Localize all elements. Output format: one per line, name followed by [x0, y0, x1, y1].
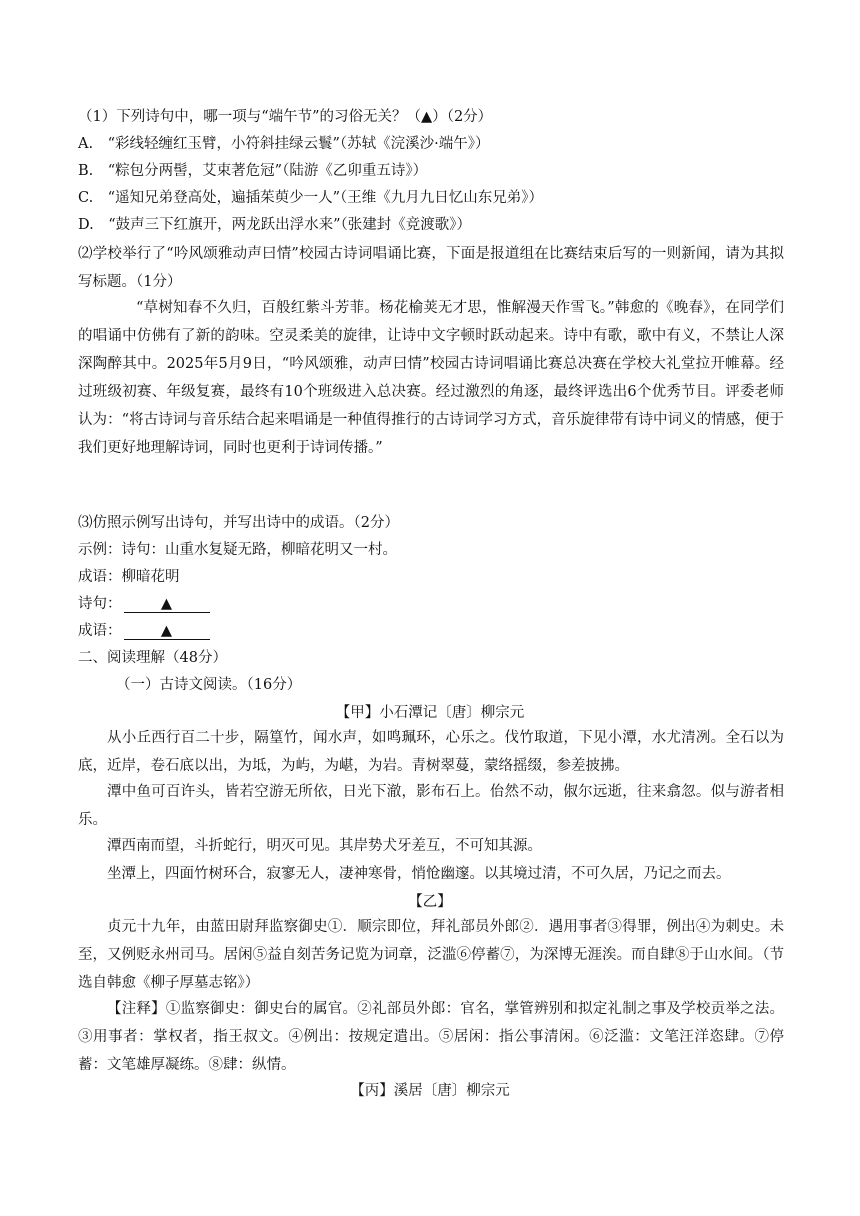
yi-paragraph: 贞元十九年，由蓝田尉拜监察御史①．顺宗即位，拜礼部员外郎②．遇用事者③得罪，例出④为刺史。未至，又例贬永州司马。居闲⑤益自刻苦务记览为词章，泛滥⑥停蓄⑦，为深博无涯涘。而自肆⑧于山水间。（节选自韩愈《柳子厚墓志铭》）	[78, 919, 784, 991]
q3-example: 示例：诗句：山重水复疑无路，柳暗花明又一村。	[78, 542, 397, 558]
jia-title: 【甲】小石潭记〔唐〕柳宗元	[335, 705, 525, 721]
q3-poem-answer-line	[78, 594, 210, 614]
section-title: 二、阅读理解（48分）	[78, 650, 227, 666]
jia-paragraph-2: 潭中鱼可百许头，皆若空游无所依，日光下澈，影布石上。佁然不动，俶尔远逝，往来翕忽。似与游者相乐。	[78, 784, 784, 828]
yi-notes: 【注释】①监察御史：御史台的属官。②礼部员外郎：官名，掌管辨别和拟定礼制之事及学校贡举之法。③用事者：掌权者，指王叔文。④例出：按规定遣出。⑤居闲：指公事清闲。⑥泛滥：文笔汪洋恣肆。⑦停蓄：文笔雄厚凝练。⑧肆：纵情。	[78, 1001, 784, 1073]
q1-option-b: B. “粽包分两髻，艾束著危冠”（陆游《乙卯重五诗》）	[78, 163, 428, 179]
q1-option-d: D. “鼓声三下红旗开，两龙跃出浮水来”（张建封《竞渡歌》）	[78, 217, 472, 233]
q1-stem: （1）下列诗句中，哪一项与“端午节”的习俗无关？（▲）（2分）	[78, 109, 493, 125]
yi-title: 【乙】	[408, 894, 452, 910]
jia-paragraph-3: 潭西南而望，斗折蛇行，明灭可见。其岸势犬牙差互，不可知其源。	[107, 838, 542, 854]
poem-answer-blank: ▲	[124, 596, 210, 613]
q3-idiom-label: 成语：	[78, 623, 122, 639]
subsection-title: （一）古诗文阅读。（16分）	[116, 677, 302, 693]
q3-example-idiom: 成语：柳暗花明	[78, 569, 180, 585]
q3-stem: ⑶仿照示例写出诗句，并写出诗中的成语。（2分）	[78, 515, 399, 531]
jia-paragraph-4: 坐潭上，四面竹树环合，寂寥无人，凄神寒骨，悄怆幽邃。以其境过清，不可久居，乃记之而去。	[107, 866, 731, 882]
q2-news-paragraph: “草树知春不久归，百般红紫斗芳菲。杨花榆荚无才思，惟解漫天作雪飞。”韩愈的《晚春》，在同学们的唱诵中仿佛有了新的韵味。空灵柔美的旋律，让诗中文字顿时跃动起来。诗中有歌，歌中有义，不禁让人深深陶醉其中。2025年5月9日，“吟风颂雅，动声曰情”校园古诗词唱诵比赛总决赛在学校大礼堂拉开帷幕。经过班级初赛、年级复赛，最终有10个班级进入总决赛。经过激烈的角逐，最终评选出6个优秀节目。评委老师认为：“将古诗词与音乐结合起来唱诵是一种值得推行的古诗词学习方式，音乐旋律带有诗中词义的情感，便于我们更好地理解诗词，同时也更利于诗词传播。”	[78, 300, 784, 456]
idiom-answer-blank: ▲	[124, 623, 210, 640]
q1-option-c: C. “遥知兄弟登高处，遍插茱萸少一人”（王维《九月九日忆山东兄弟》）	[78, 190, 544, 206]
q3-poem-label: 诗句：	[78, 596, 122, 612]
bing-title: 【丙】溪居〔唐〕柳宗元	[350, 1083, 510, 1099]
q1-option-a: A. “彩线轻缠红玉臂，小符斜挂绿云鬟”（苏轼《浣溪沙·端午》）	[78, 136, 490, 152]
q3-idiom-answer-line	[78, 621, 210, 641]
q2-stem: ⑵学校举行了“吟风颂雅动声曰情”校园古诗词唱诵比赛，下面是报道组在比赛结束后写的一则新闻，请为其拟写标题。（1分）	[78, 246, 784, 290]
jia-paragraph-1: 从小丘西行百二十步，隔篁竹，闻水声，如鸣珮环，心乐之。伐竹取道，下见小潭，水尤清冽。全石以为底，近岸，卷石底以出，为坻，为屿，为嵁，为岩。青树翠蔓，蒙络摇缀，参差披拂。	[78, 730, 784, 774]
